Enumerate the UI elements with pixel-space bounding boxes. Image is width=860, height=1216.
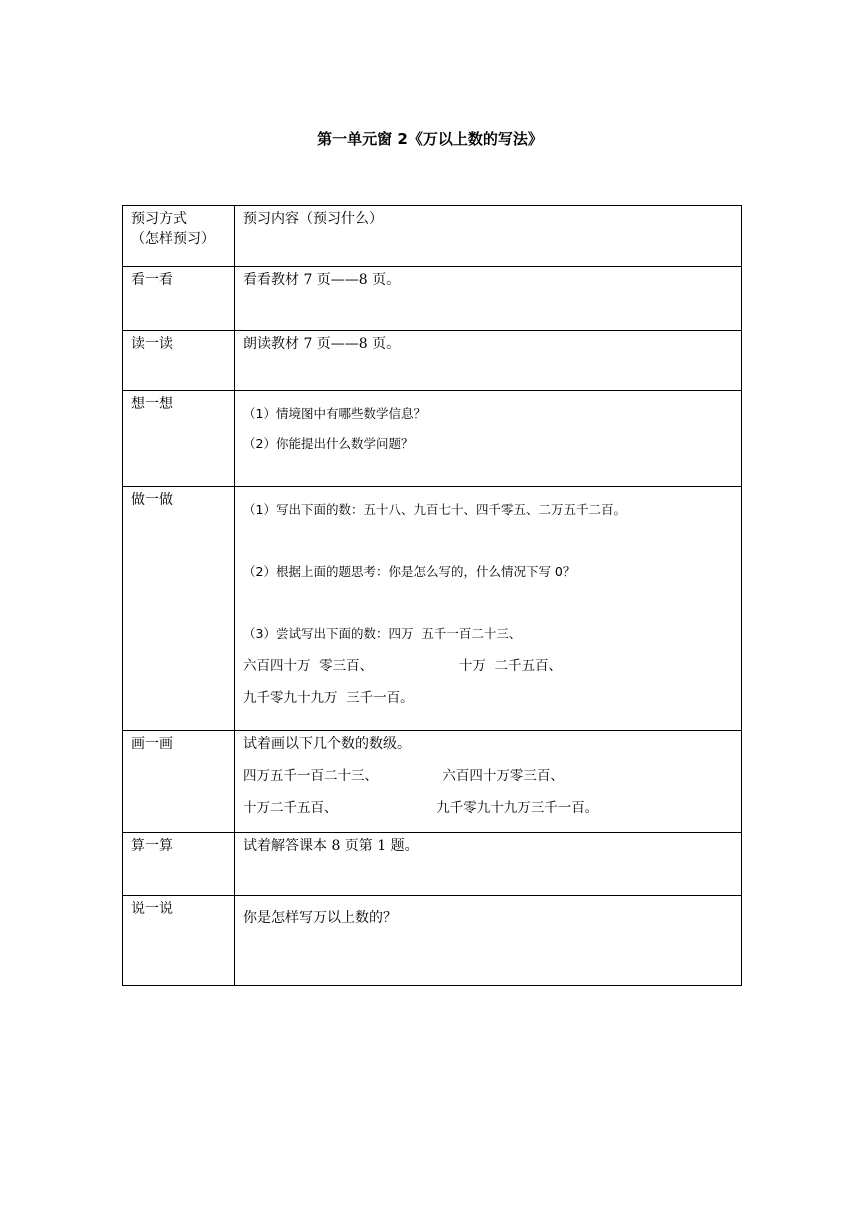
exercise-item: （3）尝试写出下面的数：四万 五千一百二十三、 <box>243 626 522 641</box>
table-header-row <box>123 206 742 267</box>
method-label: 算一算 <box>131 838 173 854</box>
exercise-line: 六百四十万 零三百、 十万 二千五百、 <box>243 658 562 674</box>
exercise-line: 九千零九十九万 三千一百。 <box>243 690 414 706</box>
method-label: 做一做 <box>131 492 173 508</box>
table-row <box>123 896 742 986</box>
method-label: 看一看 <box>131 272 173 288</box>
method-label: 读一读 <box>131 336 173 352</box>
content-header-cell <box>235 206 742 267</box>
exercise-item: （1）写出下面的数：五十八、九百七十、四千零五、二万五千二百。 <box>243 502 626 517</box>
method-header-line2: （怎样预习） <box>131 231 215 247</box>
content-text: 朗读教材 7 页——8 页。 <box>243 336 401 352</box>
content-header: 预习内容（预习什么） <box>243 211 383 227</box>
question-item: （2）你能提出什么数学问题？ <box>243 436 414 451</box>
table-row <box>123 731 742 833</box>
exercise-item: （2）根据上面的题思考：你是怎么写的，什么情况下写 0？ <box>243 564 576 579</box>
table-row <box>123 833 742 896</box>
method-label: 画一画 <box>131 736 173 752</box>
table-row <box>123 391 742 487</box>
draw-instruction: 试着画以下几个数的数级。 <box>243 736 411 752</box>
table-row <box>123 331 742 391</box>
method-header-line1: 预习方式 <box>131 211 187 227</box>
method-label: 想一想 <box>131 396 173 412</box>
table-row <box>123 267 742 331</box>
draw-line: 十万二千五百、 九千零九十九万三千一百。 <box>243 800 599 816</box>
method-header-cell <box>123 206 235 267</box>
draw-line: 四万五千一百二十三、 六百四十万零三百、 <box>243 768 564 784</box>
question-item: （1）情境图中有哪些数学信息？ <box>243 406 426 421</box>
page-title: 第一单元窗 2《万以上数的写法》 <box>317 130 543 148</box>
method-label: 说一说 <box>131 901 173 917</box>
content-text: 你是怎样写万以上数的？ <box>243 910 397 926</box>
content-text: 试着解答课本 8 页第 1 题。 <box>243 838 419 854</box>
table-row <box>123 487 742 731</box>
preview-table <box>122 205 742 986</box>
content-text: 看看教材 7 页——8 页。 <box>243 272 401 288</box>
